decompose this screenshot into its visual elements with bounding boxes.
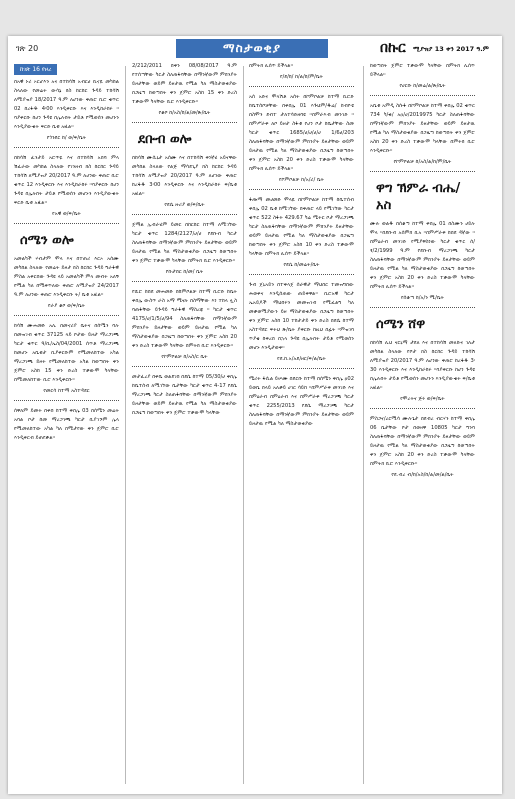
newspaper-brand: በኩር: [380, 40, 406, 56]
notice-signature: የጎንደር ከ/ ወ/ፍ/ቤት: [46, 135, 87, 141]
notice-signature: የ/ደ/ከ/ ከ/ል/ከ/ም/ቤት: [279, 74, 324, 80]
notice-text: 2/212/2011 በቀን 08/08/2017 ዓ.ም የተሰጣቸው ካርታ ስለጠፋባቸው በማንኛውም ምክንያት ይዞታቸው ወይም ይዞታዉ የሚል ካለ ማስታወቂያው በጋዜጣ ከወጣበት ቀን ጀምሮ አስከ 15 ቀን ድረስ ተቃውሞ ካላቸው ቢሮ እንዲቀርቡ፡፡: [132, 63, 237, 105]
column-divider: [363, 66, 364, 784]
separator-rule: [370, 171, 475, 172]
notice-signature: የኮምቦልቻ ከ/አስ/ል/ከ/ም/ቤት: [393, 159, 452, 165]
notice-signature: የደ.ከ.አ/አደ/ዘር/ፍ/ል/ቤት: [277, 356, 326, 362]
notice-signature: የአዊ ወ/ፍ/ቤት: [52, 211, 81, 217]
notice-text: ሰዋለም ይመት በቀበ ከተማ ቀበሌ 03 በሰሜን መሬት አባል ቦታ ከመ ማረጋገጫ ካርታ ቢያገኙም ሌላ የሚመለከተው አካል ካለ በሚታየው ቀን ጀምሮ ቢሮ እንዲቀርብ ይጠየቃል፡፡: [14, 408, 119, 441]
notice-text: ከወጣበት ጀምሮ ተቃውሞ ካላቸው በምትክ ሊሰጥ ይችላል፡፡: [370, 63, 475, 78]
separator-rule: [132, 214, 237, 215]
separator-rule: [14, 223, 119, 224]
notice-text: መታፈረያ በቀቤ ወልደገበ በደሴ ከተማ 05/30/ሀ ቀበሌ ከቤተሰብ ለሚገኘው ቤታቸው ካርታ ቁጥር 4-17 የደሴ ማረጋገጫ ካርታ ስለጠፋባቸው በማንኛውም ምክንያት ይዞታቸው ወይም ይዞታዉ የሚል ካለ ማስታወቂያው በጋዜጣ ከወጣበት ቀን ጀምሮ ተቃውሞ ካላቸው: [132, 374, 237, 416]
separator-rule: [132, 281, 237, 282]
region-heading: ሰሜን ወሎ: [20, 233, 74, 248]
notice-text: በከሳሽ ሊህ ናርኒማ ታደለ እና በተከሳሽ መለኩና ገለታ መካከል ስላለው የቦታ ክስ ከርከር ጉዳይ ተከሳሽ ለሚያዝያ 20/2017 ዓ.ም ለሆነው ቀጠሮ ከረፋዱ 3፡30 እንዲቀርቡ እና እንዲከራከሩ ፡፡ባያቀርቡ ከሆነ ጉዳዩ በሌሉበት ታይቶ የሚወሰን መሆኑን እንዲያውቁት ፍ/ቤቱ አዟል፡፡: [370, 340, 475, 391]
column-4: [370, 62, 475, 788]
separator-rule: [14, 315, 119, 316]
separator-rule: [249, 274, 354, 275]
continued-tag: ከገጽ 16 የዞረ: [14, 64, 57, 75]
notice-text: የሺሮ ከበደ መሐመድ በከምቦልቻ ከተማ ቢሮድ ከቤት ቀበሌ ውስጥ ራስ አማ ሚናሉ በስማቸው እነ ተከላ ሏስ ባጠፋቸው ይጉዳይ ግራፋዊ ማስረጃ ፡፡ ካርታ ቁጥር 4175/ሀ/1/5/ሀ/94 ስለጠፋባቸው በማንኛውም ምክንያት ይዞታቸው ወይም ይዞታዉ የሚል ካለ ማስታወቂያው በጋዜጣ ከወጣበት ቀን ጀምሮ አስከ 20 ቀን ድረስ ተቃውሞ ካላቸው በምትክ ቢሮ እንዲቀርቡ፡፡: [132, 289, 237, 349]
notice-text: ጉብ ጀኒአይን በተቀላጀ ሰራዊታ ማህበር ተመዝግበው ሕወቀና እንዲሰጠው ጠይቀዋል፡፡ ቢሮአዊ ካርታ ኤአይዶች ማህበሩን መመዝገብ የሚፈልግ ካለ መቃወሚያውን ይዞ ማስታወቂያው በጋዜጣ ከወጣበት ቀን ጀምሮ አስከ 10 ተከታታይ ቀን ድረስ በደሴ ከተማ አስተዳደር ፍትህ ጽ/ቤት ያቀርቡ ከዚህ በፊት ፡፡ምዝገባ ጥያቄ ከቀረበ በኋላ ጉዳዩ በሌሉበት ታይቶ የሚወሰን መሆኑ እንዲታወቅ፡፡: [249, 282, 354, 351]
notice-signature: የኮምቦልቻ ከ/አስ/ር ቤት: [161, 354, 208, 360]
column-1: [14, 62, 119, 788]
region-heading: ሰሜን ሸዋ: [376, 317, 426, 332]
region-heading: ደቡብ ወሎ: [138, 132, 192, 147]
notice-text: ሜሪት ፋሲል ይሠሙ በደርቡ ከተማ በሰሜን ቀበሌ ዐ02 ይወቤ በላይ አለቃይ ሀገር ሳይከ ፡፡በምሥራቅ መንገድ እና በምዕራብ በምዕራብ እና በምሥራቅ ማረጋገጫ ካርታ ቁጥር 2255/2013 የደሴ ማረጋገጫ ካርታ ስለጠፋባቸው በማንኛውም ምክንያት ይዞታቸው ወይም ይዞታዉ የሚል ካለ ማስታወቂያው: [249, 376, 354, 427]
notice-text: ፋጡማ መሀመድ ሞላዬ በኮምቦልቻ ከተማ ከቤተሰብ ቀበሌ 02 ቤቱ ከሚገኘው በቀጠሮ ላይ የሚገኘው ካርታ ቁጥር 522 ስፋት 429.67 ካሬ ሜትር ቦታ ማረጋገጫ ካርታ ስለጠፋባቸው በማንኛውም ምክንያት ይዞታቸው ወይም ይዞታዉ የሚል ካለ ማስታወቂያው በጋዜጣ ከወጣበት ቀን ጀምሮ አስከ 10 ቀን ድረስ ተቃውሞ ካላቸው በምትክ ሊሰጥ ይችላል፡፡: [249, 197, 354, 257]
section-masthead: ማስታወቂያ: [176, 39, 328, 58]
notice-signature: የኩታበር ከ/መ/ ቤት: [165, 269, 204, 275]
region-heading: ዋግ ኽምራ ብሔ/አስ: [376, 181, 461, 213]
notice-text: ሙሉ ወልዱ በሰቆጣ ከተማ ቀበሌ 01 በስሙን ሀይሉ ሞላ ፡፡በደቡብ አሰምክ ኪአ ፡፡በምሥራቅ ከበደ ዳኛው ፡፡በምዕራብ መንገድ የሚያዋስነው ካርታ ቁጥር ሰ/ፃ/2/1999 ዓ.ም የደቡብ ማረጋገጫ ካርታ ስለጠፋባቸው በማንኛውም ምክንያት ይዞታቸው ወይም ይዞታዉ የሚል ካለ ማስታወቂያው በጋዜጣ ከወጣበት ቀን ጀምሮ አስከ 20 ቀን ድረስ ተቃውሞ ካላቸው በምትክ ሊሰጥ ይችላል፡፡: [370, 221, 475, 290]
separator-rule: [249, 189, 354, 190]
separator-rule: [370, 408, 475, 409]
column-divider: [125, 66, 126, 784]
notice-signature: የደሴ ዙሪያ ወ/ፍ/ቤት: [164, 202, 205, 208]
notice-signature: የደ.ብረ ብ/ከ/አስ/ከ/ል/መ/ል/ቤት: [391, 472, 454, 478]
separator-rule: [249, 368, 354, 369]
notice-signature: የደሴ ከ/መሬት/ቤት: [283, 262, 320, 268]
page-header: [8, 36, 502, 62]
notice-text: በምትክ ሊሰጥ ይችላል፡፡: [249, 63, 294, 69]
notice-signature: የመርሳ ከተማ አስተዳደር: [43, 388, 90, 394]
separator-rule: [370, 95, 475, 96]
notice-text: ምስጋና/ረርሚሳ ሙሉጌታ በደብረ ብርሃን ከተማ ቀበሌ 06 ቤታቸው ቦታ በወዛዋ 10805 ካርታ ግንባ ስለጠፋባቸው በማንኛውም ምክንያት ይዞታቸው ወይም ይዞታዉ የሚል ካለ ማስታወቂያው በጋዜጣ ከወጣበት ቀን ጀምሮ አስከ 20 ቀን ድረስ ተቃውሞ ካላቸው በምትክ ቢሮ እንዲቀርቡ፡፡: [370, 416, 475, 467]
separator-rule: [14, 147, 119, 148]
column-divider: [243, 66, 244, 784]
notice-signature: የራያ ቆቦ ወ/ፍ/ቤት: [47, 303, 86, 309]
separator-rule: [370, 307, 475, 308]
notice-text: በከሳሽ ፈንታይ አሮጥዬ እና በተከሳሽ አበባ ምላ ሽፈራው መካከል ስላለው የገንዘብ ክስ ከርከር ጉዳይ ተከሳሽ ለሚያዝያ 20/2017 ዓ.ም ለሆነው ቀጠሮ ቢሮ ቁጥር 12 እንዲቀርቡ እና እንዲከራከሩ ፡፡ባያቀርቡ ከሆነ ጉዳዩ በሌሉበት ታይቶ የሚወሰን መሆኑን እንዲያውቁት ፍርድ ቤቱ አዟል፡፡: [14, 155, 119, 206]
newspaper-page: [8, 36, 502, 794]
notice-signature: የኮምቦልቻ ከ/አ/ሪ/ ቤት: [278, 177, 324, 183]
issue-date: ሚያዝያ 13 ቀን 2017 ዓ.ም: [413, 45, 489, 53]
separator-rule: [14, 400, 119, 401]
notice-signature: የሰቆጣ ከ/አ/ን ሚ/ቤት: [400, 295, 444, 301]
column-3: [249, 62, 354, 788]
notice-text: አሰ አድና ሞላሽቶ አሰት በኮምቦልቻ ከተማ ቢሮድ ከቤተሰቦቻቸው በቀበሌ 01 እጉህም/ዱሬ/ ከብዮዩ በስሞን ደብተ ታለተሳድዘባዩ ፡፡በምራእብ መንገድ ፡፡በምሥራቅ ለቦ ይዞታ ስፋቱ የሆነ ቦታ ከቤታቸው ስመ ካርታ ቁጥር 1685/ሀ/ሀ/ሀ/ሀ 1/6ሀ/203 ስለጠፋባቸው በማንኛውም ምክንያት ይዞታቸው ወይም ይዞታዉ የሚል ካለ ማስታወቂያው በጋዜጣ ከወጣበት ቀን ጀምሮ አስከ 20 ቀን ድረስ ተቃውሞ ካላቸው በምትክ ሊሰጥ ይችላል፡፡: [249, 94, 354, 172]
separator-rule: [132, 366, 237, 367]
notice-text: አቤቱ አምዲ ስሱፋ በኮምቦልቻ ከተማ ቀበሌ 02 ቁጥር 734 ካ/ቁ/ አዐ/ሀ/2019975 ካርታ ስለጠፋባቸው በማንኛውም ምክንያት ይዞታቸው ወይም ይዞታዉ የሚል ካለ ማስታወቂያው በጋዜጣ ከወጣበት ቀን ጀምሮ አስከ 20 ቀን ድረስ ተቃውሞ ካላቸው በምትክ ቢሮ እንዲቀርቡ፡፡: [370, 103, 475, 154]
notice-text: በአዊ ኑሪ ኦርሆእን አና በተከሳሽ አብርሀ ቢኖዬ መካከል ስላለው የመሬት ውሳኔ ክስ ከርከር ጉዳይ ተከሳሽ ለሚያዝያ 18/2017 ዓ.ም ለሆነው ቀጠሮ ቢሮ ቁጥር 02 ከረፋዱ 4፡00 እንዲቀርቡ እና እንዲከራከሩ ፡፡ባያቀርቡ ከሆነ ጉዳዩ በሌሉበት ታይቶ የሚወሰን መሆኑን እንዲያውቁት ፍርድ ቤቱ አዟል፡፡: [14, 79, 119, 130]
notice-signature: የሞረትና ጅሩ ወ/ፍ/ቤት: [400, 396, 445, 402]
page-number: ገጽ 20: [16, 44, 39, 53]
column-2: [132, 62, 237, 788]
separator-rule: [132, 122, 237, 123]
notice-signature: የሀርቡ ከ/መሬ/ል/ጽ/ቤት: [399, 83, 446, 89]
separator-rule: [249, 86, 354, 87]
notice-text: ጀማል ኢብራሂም ይመር በከርከር ከተማ ለሚገኘው ካርታ ቁጥር 1284/2127/ሀ/ሀ የደቡብ ካርታ ስለጠፋባቸው በማንኛውም ምክንያት ይዞታቸው ወይም ይዞታዉ የሚል ካለ ማስታወቂያው በጋዜጣ ከወጣበት ቀን ጀምሮ ተቃውሞ ካላቸው በምትክ ቢሮ እንዲቀርቡ፡፡: [132, 222, 237, 264]
notice-text: በከሳሽ ሙሲኒታ አሰሙ እና በተከሳሽ ቀነኛሂ አይናዋው መካከል ስላለው የልጅ ማሳደጊያ ክስ ከርከር ጉዳይ ተከሳሽ ለሚያዝያ 20/2017 ዓ.ም ለሆነው ቀጠሮ ከረፋዱ 3፡00 እንዲቀርቡ እና እንዲከራከሩ ፍ/ቤቱ አዟል፡፡: [132, 155, 237, 197]
notice-text: ከሳሽ ሙሐመድ አሊ በመኖሪያ ቤትና በሰሜን ባሉ በመዝገብ ቁጥር 37125 ላይ ቦታው ይዞታ ማረጋገጫ ካርታ ቁጥር ዓ/ቢ/ኤስ/04/2001 ሰጥቶ ማረጋገጫ ከመሆኑ አቤቱታ ቢያቀርቡም የሚመለከተው አካል ማረጋገጫ ይዞት የሚመለከተው አካል ከወጣበት ቀን ጀምሮ አስከ 15 ቀን ድረስ ተቃውሞ ካላቸው በሚመለከተው ቢሮ እንዲቀርቡ፡፡: [14, 323, 119, 383]
notice-signature: የቆቦ ከ/አስ/ከ/ል/መ/ጽ/ቤት: [158, 110, 211, 116]
notice-text: አመልካች ሃብታም ሞላ እና በተጠሪ እርኦ አሰሙ መካከል ስላለው የመሬት ይዞታ ክስ ከርከር ጉዳይ ግራፋዊ ምስል አቅርበው ጉዳዩ ላይ አመልካች ምላ መብት አለኝ የሚል ካለ በሚቀጥለው ቀጠሮ ለሚያዝያ 24/2017 ዓ.ም ለሆነው ቀጠሮ እንዲቀርቡ ት/ ቤቱ አዟል፡፡: [14, 256, 119, 298]
